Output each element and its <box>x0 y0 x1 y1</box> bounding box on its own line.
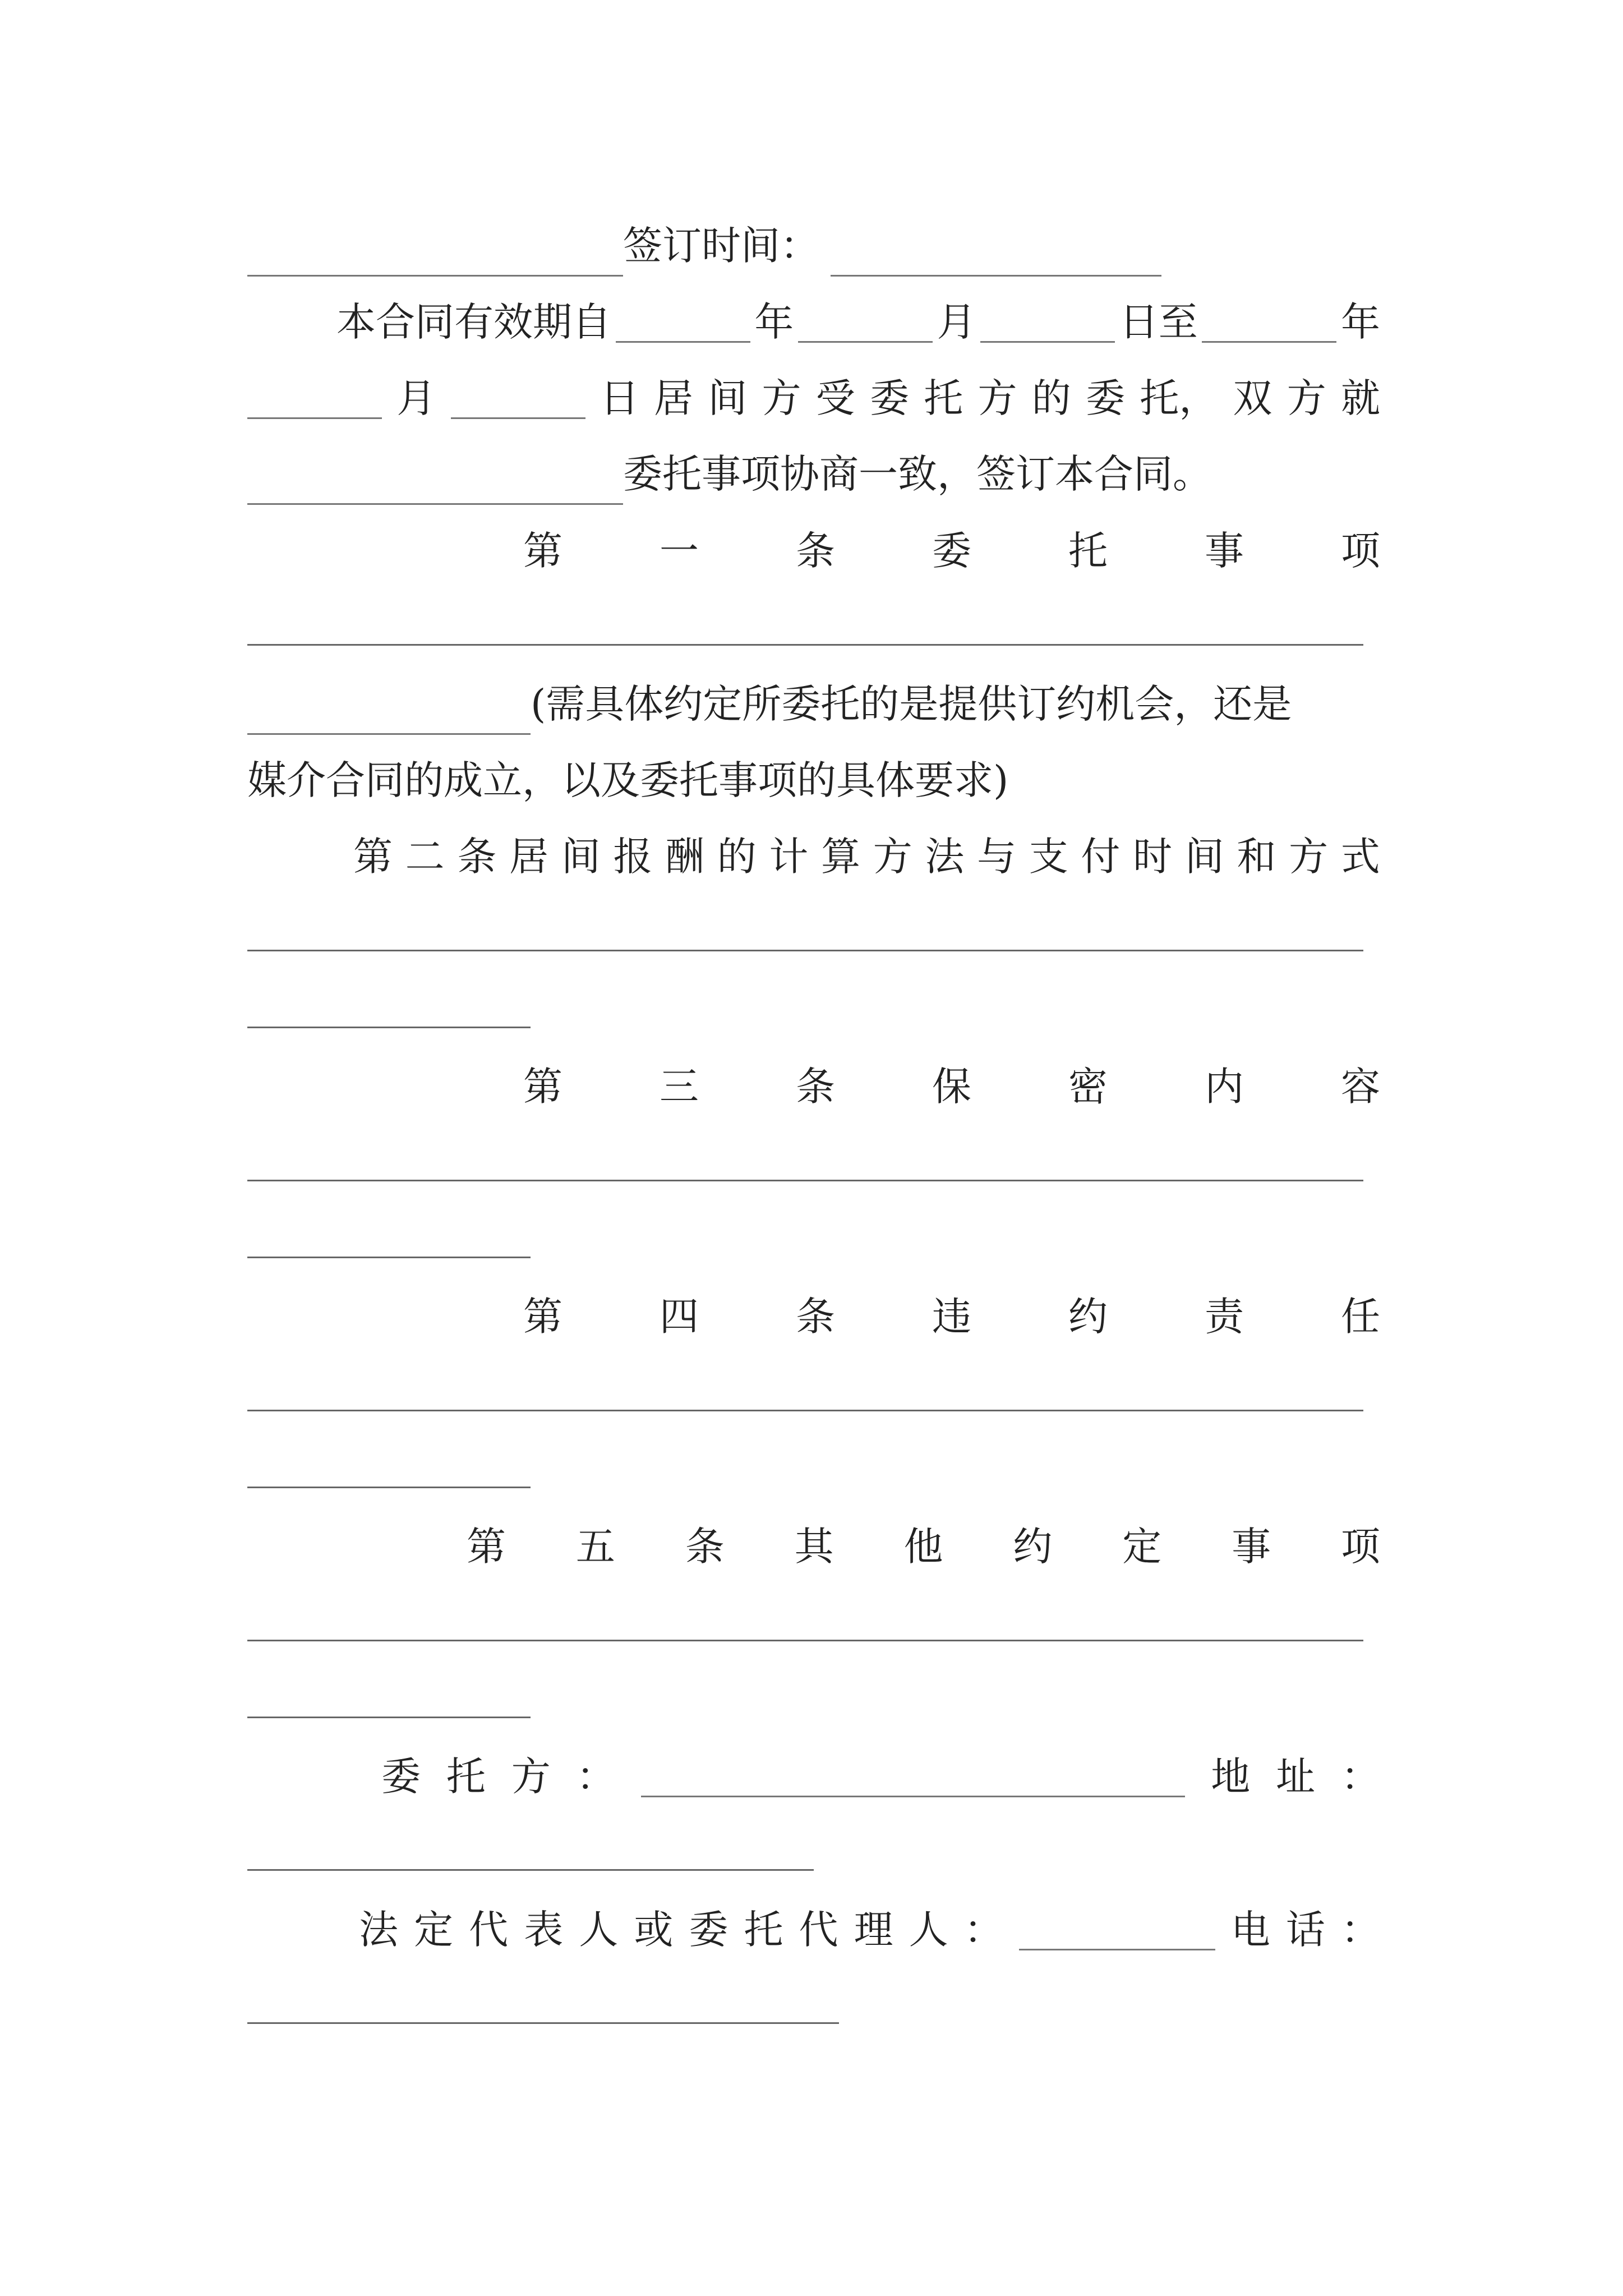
title-char: 责 <box>1205 1294 1244 1340</box>
title-char: 与 <box>977 834 1017 880</box>
label-char: 表 <box>524 1907 564 1953</box>
title-char: 第 <box>523 1294 562 1340</box>
title-char: 他 <box>903 1524 943 1570</box>
phone-fill-line <box>247 2022 839 2024</box>
line2-char: 委 <box>1086 375 1125 421</box>
label-char: 代 <box>799 1907 838 1953</box>
title-char: 和 <box>1237 834 1276 880</box>
title-char: 间 <box>1184 834 1224 880</box>
title-char: 报 <box>613 834 653 880</box>
rep-blank <box>1019 1910 1215 1950</box>
title-char: 付 <box>1081 834 1121 880</box>
validity-line <box>336 291 1380 353</box>
line2-char: 方 <box>762 375 801 421</box>
title-char: 支 <box>1029 834 1068 880</box>
article-1-note-line-2 <box>247 749 1380 811</box>
line2-char: 托， <box>1140 375 1219 421</box>
principal-address-line <box>381 1746 1380 1807</box>
title-char: 式 <box>1340 834 1380 880</box>
principal-blank <box>641 1756 1185 1797</box>
article-5-title <box>467 1516 1380 1577</box>
article-1-note-1: (需具体约定所委托的是提供订约机会，还是 <box>531 681 1292 727</box>
title-char: 第 <box>523 1064 562 1110</box>
title-char: 约 <box>1068 1294 1108 1340</box>
line2-char: 日 <box>600 375 639 421</box>
title-char: 方 <box>1289 834 1329 880</box>
title-char: 事 <box>1232 1524 1271 1570</box>
article-1-title <box>523 520 1380 582</box>
title-char: 条 <box>796 528 835 574</box>
line2-char: 委 <box>870 375 909 421</box>
title-char: 五 <box>575 1524 615 1570</box>
title-char: 内 <box>1205 1064 1244 1110</box>
title-char: 四 <box>660 1294 699 1340</box>
article-1-note-2: 媒介合同的成立，以及委托事项的具体要求) <box>247 757 1009 803</box>
label-char: 理 <box>854 1907 893 1953</box>
label-char: 委 <box>689 1907 728 1953</box>
label-char: 托 <box>446 1754 486 1800</box>
title-char: 条 <box>796 1294 835 1340</box>
title-char: 第 <box>523 528 562 574</box>
title-char: 密 <box>1068 1064 1108 1110</box>
consensus-text: 委托事项协商一致，签订本合同。 <box>623 451 1212 497</box>
blank-field <box>247 464 623 505</box>
title-char: 容 <box>1341 1064 1380 1110</box>
label-char: ： <box>1340 1907 1380 1953</box>
label-char: ： <box>576 1754 616 1800</box>
label-char: 代 <box>469 1907 509 1953</box>
title-char: 算 <box>821 834 861 880</box>
title-char: 间 <box>561 834 601 880</box>
consensus-line <box>247 443 1380 505</box>
fill-line <box>247 1410 1363 1411</box>
article-3-title <box>523 1056 1380 1117</box>
title-char: 违 <box>932 1294 971 1340</box>
validity-prefix: 本合同有效期自 <box>336 299 611 345</box>
title-char: 条 <box>796 1064 835 1110</box>
title-char: 托 <box>1068 528 1108 574</box>
blank-field <box>616 302 750 343</box>
title-char: 三 <box>660 1064 699 1110</box>
title-char: 其 <box>794 1524 834 1570</box>
title-char: 项 <box>1341 528 1380 574</box>
fill-line <box>247 950 1363 951</box>
title-char: 方 <box>873 834 912 880</box>
title-char: 约 <box>1013 1524 1053 1570</box>
blank-field <box>247 378 382 419</box>
fill-line <box>247 1640 1363 1641</box>
label-char: 人 <box>909 1907 948 1953</box>
article-4-title <box>523 1286 1380 1347</box>
title-char: 法 <box>925 834 965 880</box>
label-char: 托 <box>744 1907 783 1953</box>
label-char: 地 <box>1211 1754 1251 1800</box>
line2-char: 方 <box>978 375 1017 421</box>
article-1-note-line-1 <box>247 673 1380 735</box>
month-label: 月 <box>396 375 436 421</box>
year-label: 年 <box>1341 299 1380 345</box>
fill-line <box>247 1487 531 1488</box>
label-char: ： <box>963 1907 1003 1953</box>
blank-field <box>1202 302 1336 343</box>
sign-time-line <box>247 215 1380 277</box>
validity-line-2 <box>247 367 1380 429</box>
blank-field <box>980 302 1115 343</box>
address-fill-line <box>247 1869 814 1871</box>
blank-field <box>451 378 585 419</box>
line2-char: 方 <box>1287 375 1326 421</box>
blank-field <box>831 236 1161 277</box>
line2-char: 受 <box>815 375 855 421</box>
label-char: 方 <box>511 1754 551 1800</box>
year-label: 年 <box>754 299 794 345</box>
article-2-title <box>353 826 1380 887</box>
title-char: 委 <box>932 528 971 574</box>
fill-line <box>247 1027 531 1028</box>
rep-phone-line <box>359 1899 1380 1961</box>
title-char: 第 <box>353 834 393 880</box>
fill-line <box>247 1180 1363 1181</box>
title-char: 条 <box>457 834 497 880</box>
blank-field <box>247 694 531 735</box>
label-char: ： <box>1340 1754 1380 1800</box>
label-char: 电 <box>1230 1907 1270 1953</box>
label-char: 定 <box>414 1907 454 1953</box>
day-to-label: 日至 <box>1119 299 1198 345</box>
line2-char: 间 <box>708 375 748 421</box>
month-label: 月 <box>937 299 976 345</box>
title-char: 二 <box>405 834 445 880</box>
line2-char: 居 <box>654 375 693 421</box>
line2-char: 双 <box>1233 375 1272 421</box>
title-char: 酬 <box>665 834 705 880</box>
line2-char: 就 <box>1341 375 1380 421</box>
sign-time-label: 签订时间： <box>623 223 819 269</box>
title-char: 定 <box>1122 1524 1162 1570</box>
fill-line <box>247 1257 531 1258</box>
title-char: 居 <box>509 834 549 880</box>
label-char: 委 <box>381 1754 421 1800</box>
title-char: 事 <box>1205 528 1244 574</box>
title-char: 项 <box>1341 1524 1380 1570</box>
title-char: 任 <box>1341 1294 1380 1340</box>
fill-line <box>247 644 1363 646</box>
title-char: 条 <box>685 1524 725 1570</box>
line2-char: 的 <box>1031 375 1071 421</box>
blank-field <box>247 236 623 277</box>
label-char: 法 <box>359 1907 398 1953</box>
title-char: 计 <box>769 834 809 880</box>
title-char: 的 <box>717 834 757 880</box>
title-char: 一 <box>660 528 699 574</box>
label-char: 话 <box>1285 1907 1325 1953</box>
title-char: 保 <box>932 1064 971 1110</box>
title-char: 第 <box>467 1524 506 1570</box>
title-char: 时 <box>1133 834 1173 880</box>
fill-line <box>247 1717 531 1718</box>
line2-char: 托 <box>924 375 963 421</box>
label-char: 或 <box>634 1907 674 1953</box>
label-char: 人 <box>579 1907 619 1953</box>
blank-field <box>798 302 933 343</box>
label-char: 址 <box>1276 1754 1316 1800</box>
